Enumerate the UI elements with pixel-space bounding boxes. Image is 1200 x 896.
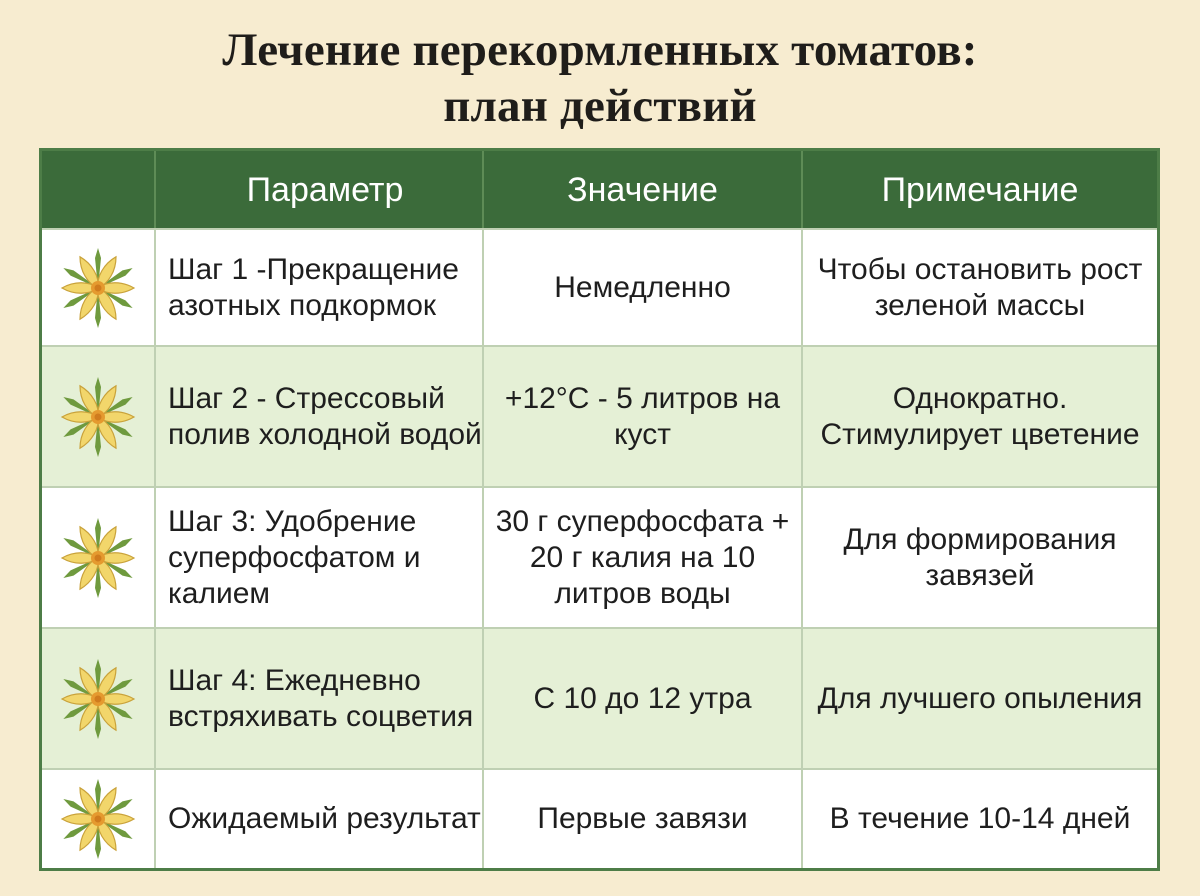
header-note: Примечание	[881, 170, 1079, 209]
title-line-2: план действий	[443, 80, 757, 132]
tomato-flower-icon	[42, 770, 156, 868]
value-cell: Первые завязи	[484, 770, 803, 868]
tomato-flower-icon	[42, 230, 156, 345]
table-row	[42, 486, 1157, 627]
note-cell: Однократно. Стимулирует цветение	[820, 381, 1140, 451]
note-cell: Для формирования завязей	[843, 522, 1117, 592]
tomato-flower-icon	[42, 629, 156, 768]
note-cell: Чтобы остановить рост зеленой массы	[817, 252, 1143, 322]
value-cell: +12°С - 5 литров на куст	[484, 347, 803, 486]
value-cell: Немедленно	[484, 230, 803, 345]
table-header-row	[42, 151, 1157, 228]
title-line-1: Лечение перекормленных томатов:	[222, 24, 978, 76]
header-value: Значение	[484, 151, 803, 228]
tomato-flower-icon	[42, 488, 156, 627]
parameter-cell: Ожидаемый результат	[156, 770, 484, 868]
parameter-cell: Шаг 3: Удобрение суперфосфатом и калием	[156, 488, 484, 627]
value-cell: 30 г суперфосфата + 20 г калия на 10 литров воды	[484, 488, 803, 627]
value-cell: С 10 до 12 утра	[484, 629, 803, 768]
note-cell: Для лучшего опыления	[817, 681, 1143, 715]
table-row	[42, 627, 1157, 768]
table-row	[42, 768, 1157, 868]
table-row	[42, 228, 1157, 345]
tomato-flower-icon	[42, 347, 156, 486]
note-cell: В течение 10-14 дней	[829, 802, 1131, 835]
header-icon-cell	[42, 151, 156, 228]
parameter-cell: Шаг 4: Ежедневно встряхивать соцветия	[156, 629, 484, 768]
page-title	[0, 22, 1200, 134]
parameter-cell: Шаг 2 - Стрессовый полив холодной водой	[156, 347, 484, 486]
header-parameter: Параметр	[156, 151, 484, 228]
parameter-cell: Шаг 1 -Прекращение азотных подкормок	[156, 230, 484, 345]
action-plan-table	[39, 148, 1160, 871]
table-row	[42, 345, 1157, 486]
